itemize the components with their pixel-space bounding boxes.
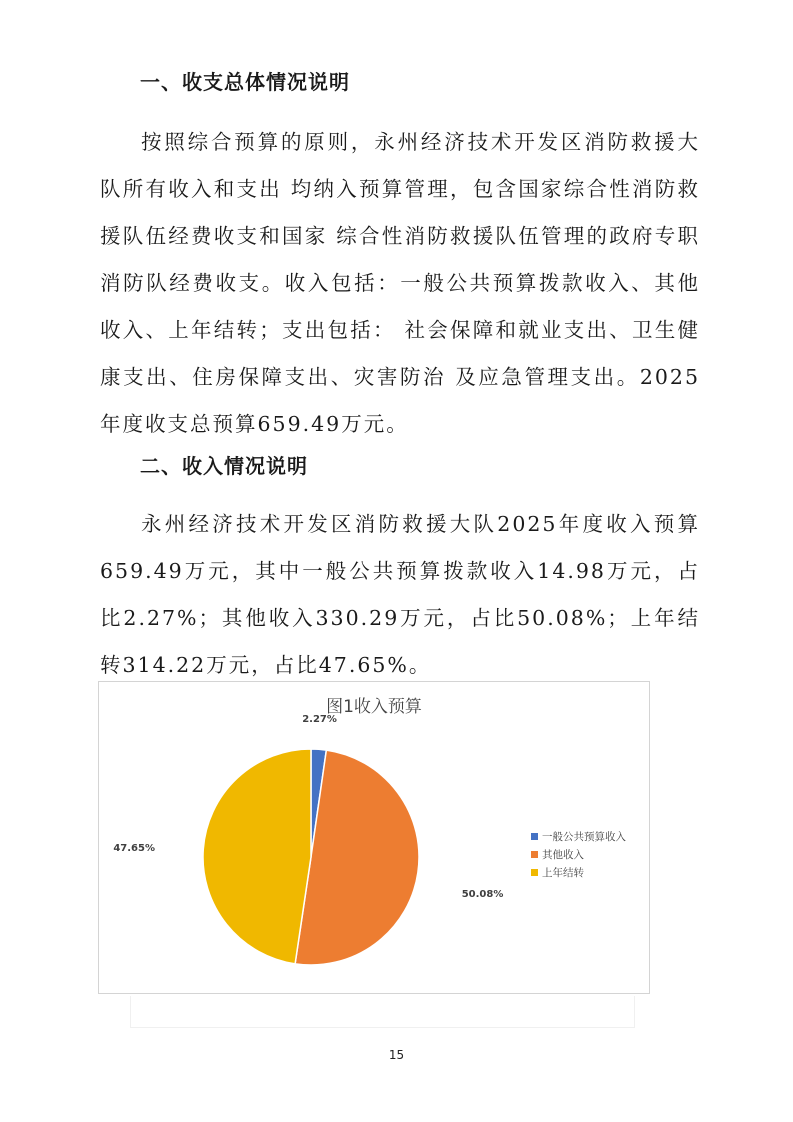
section-heading-1: 一、收支总体情况说明 <box>140 70 350 94</box>
legend-item-2 <box>531 845 626 863</box>
data-label-3: 47.65% <box>113 842 155 854</box>
page-number: 15 <box>388 1048 405 1062</box>
legend-label: 上年结转 <box>542 866 584 879</box>
chart-title: 图1收入预算 <box>326 697 422 717</box>
section-heading-2: 二、收入情况说明 <box>140 454 308 478</box>
revenue-pie-chart <box>98 681 650 994</box>
legend-swatch <box>531 833 538 840</box>
legend-label: 其他收入 <box>542 848 584 861</box>
chart-legend <box>531 827 626 881</box>
legend-swatch <box>531 851 538 858</box>
data-label-1: 2.27% <box>302 713 337 725</box>
chart-frame-shadow <box>130 996 635 1028</box>
legend-item-1 <box>531 827 626 845</box>
pie-slice-3 <box>203 749 311 964</box>
legend-item-3 <box>531 863 626 881</box>
legend-label: 一般公共预算收入 <box>542 830 626 843</box>
section-body-2: 永州经济技术开发区消防救援大队2025年度收入预算659.49万元，其中一般公共预算拨款收入14.98万元，占比2.27%；其他收入330.29万元，占比50.08%；上年结转314.22万元，占比47.65%。 <box>100 512 700 677</box>
legend-swatch <box>531 869 538 876</box>
data-label-2: 50.08% <box>461 889 504 901</box>
section-body-1: 按照综合预算的原则，永州经济技术开发区消防救援大队所有收入和支出 均纳入预算管理，包含国家综合性消防救援队伍经费收支和国家 综合性消防救援队伍管理的政府专职消防队经费收支。收入包括：一般公共预算拨款收入、其他收入、上年结转；支出包括： 社会保障和就业支出、卫生健康支出、住房保障支出、灾害防治 及应急管理支出。2025年度收支总预算659.49万元。 <box>100 130 700 436</box>
